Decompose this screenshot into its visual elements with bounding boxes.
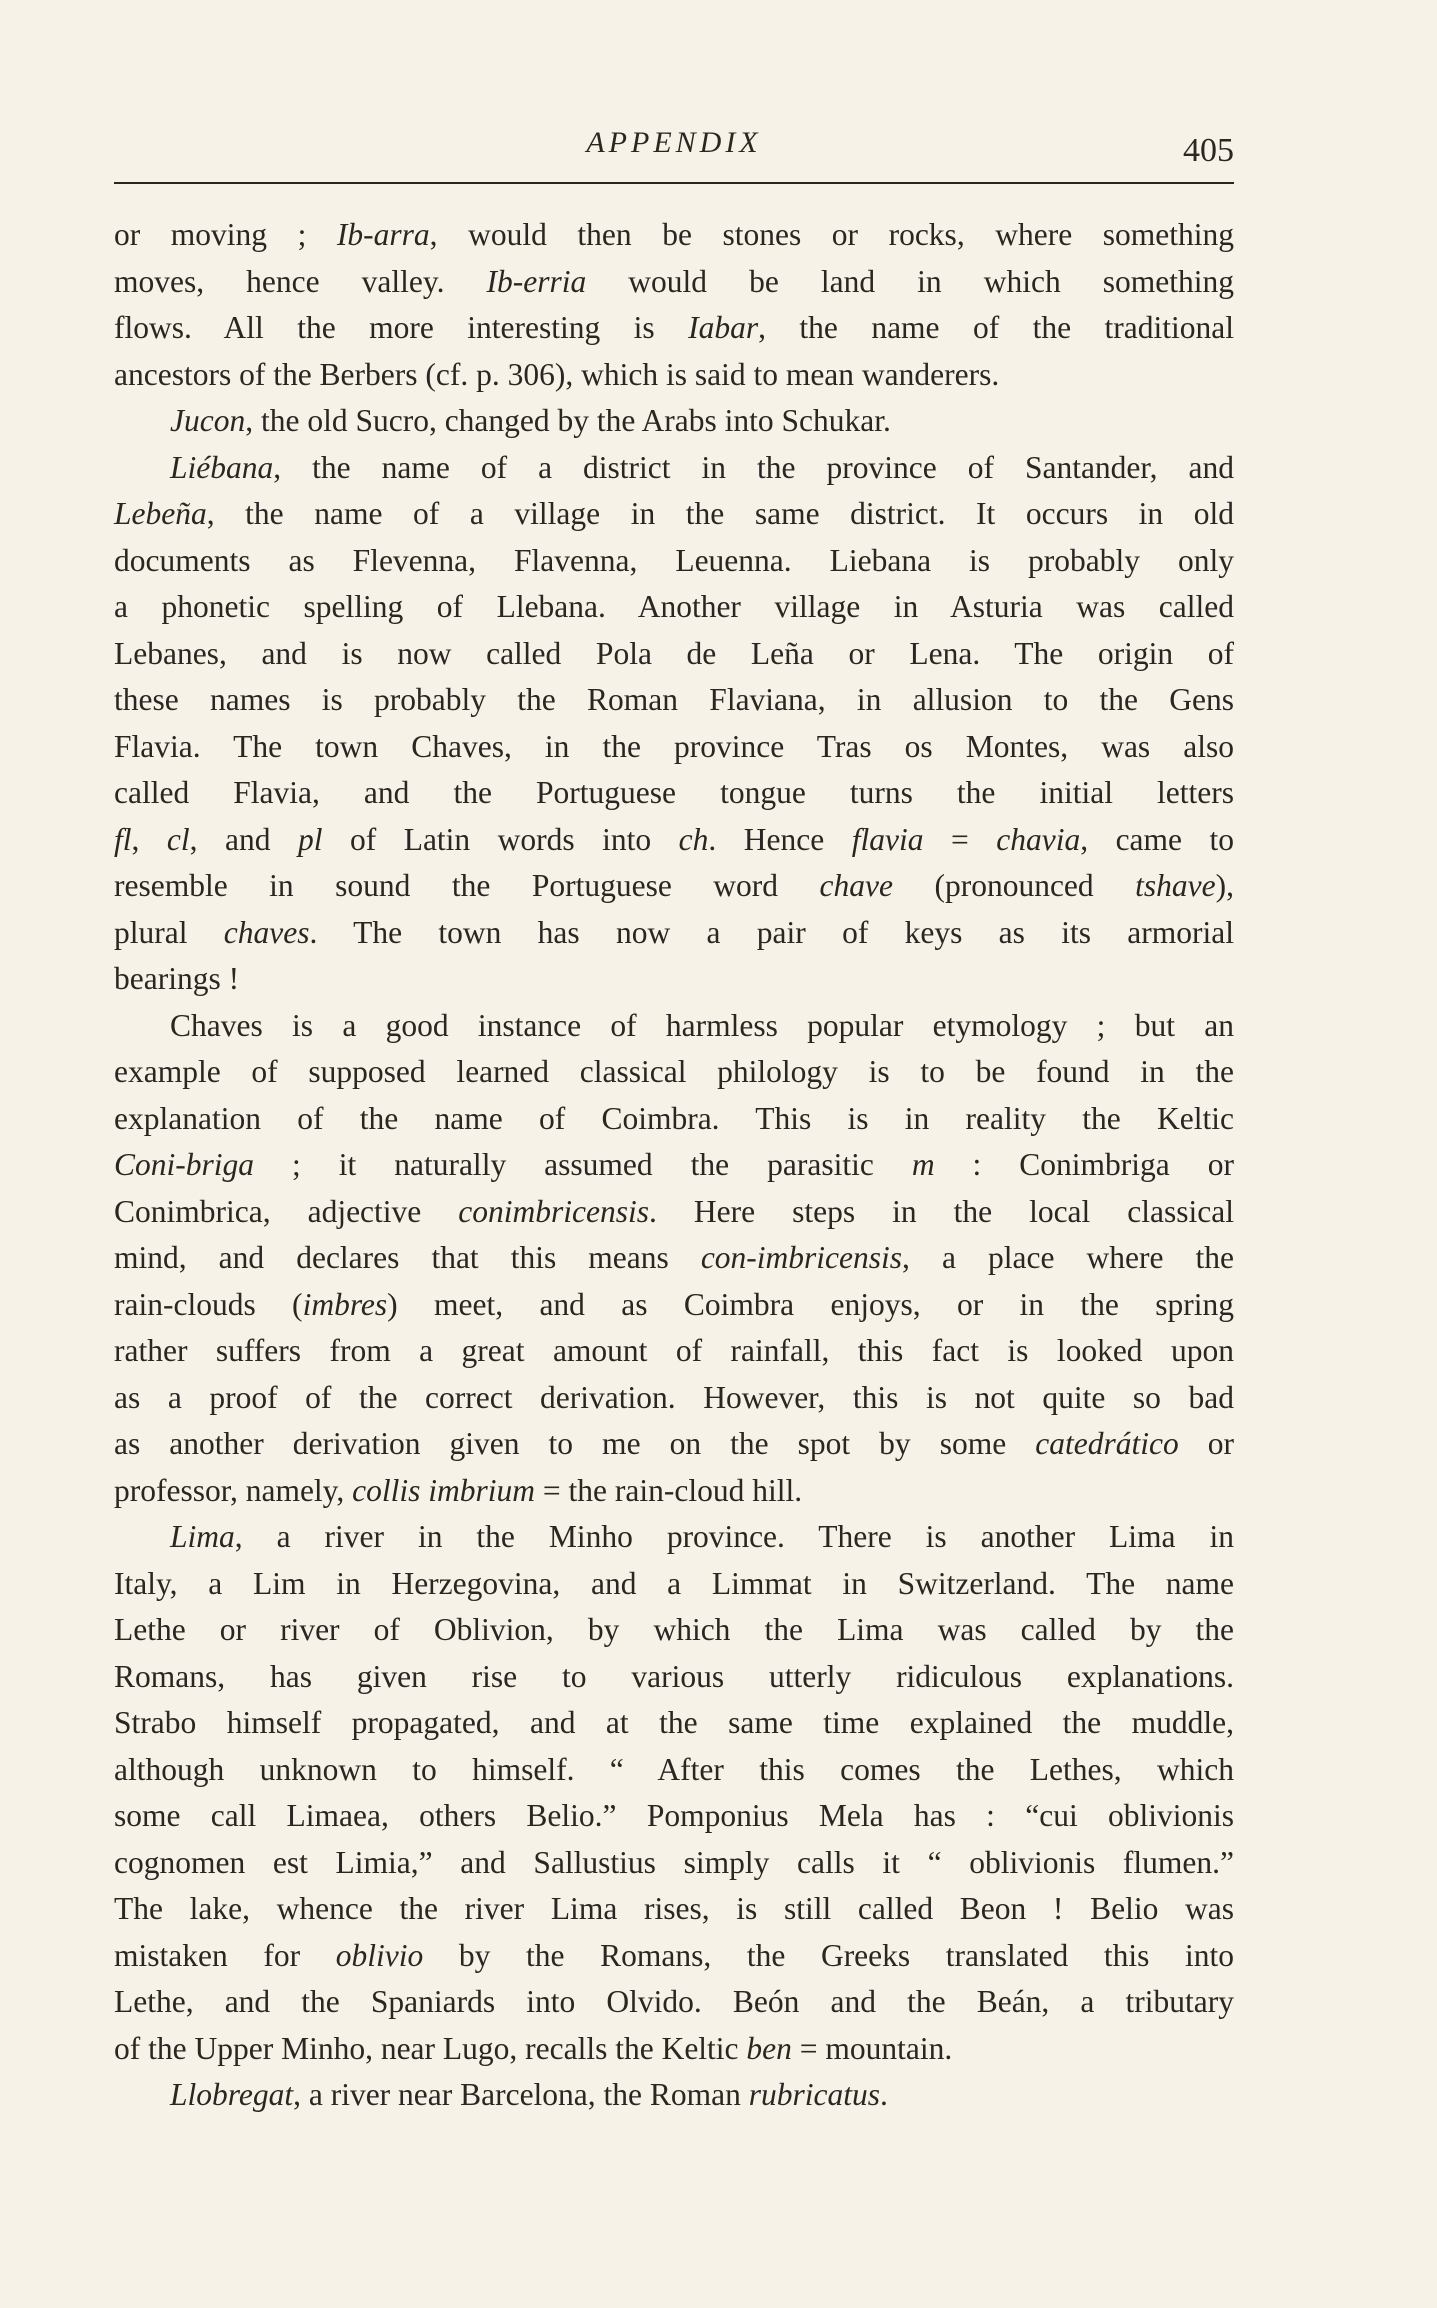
text-line bbox=[114, 1468, 1234, 1515]
text-line bbox=[114, 352, 1234, 399]
italic-text: Llobregat bbox=[170, 2077, 294, 2112]
italic-text: ch bbox=[678, 821, 709, 857]
text-segment: professor, namely, bbox=[114, 1472, 353, 1508]
italic-text: conimbricensis bbox=[458, 1193, 650, 1229]
text-segment: , came to bbox=[1080, 821, 1235, 857]
text-segment: . Hence bbox=[708, 821, 852, 857]
text-segment: mistaken for bbox=[114, 1937, 336, 1973]
text-line bbox=[114, 1142, 1234, 1189]
italic-text: catedrático bbox=[1035, 1426, 1179, 1461]
text-line bbox=[114, 1003, 1234, 1050]
italic-text: con-imbricensis bbox=[700, 1240, 903, 1275]
text-segment: . bbox=[880, 2077, 888, 2112]
text-segment: called Flavia, and the Portuguese tongue turns the initial letters bbox=[114, 775, 1234, 810]
text-segment: , the old Sucro, changed by the Arabs into Schukar. bbox=[245, 403, 891, 438]
italic-text: Lebeña bbox=[114, 496, 207, 531]
italic-text: chavia bbox=[996, 821, 1081, 857]
text-segment: = bbox=[923, 821, 997, 857]
text-segment: Lebanes, and is now called Pola de Leña or Lena. The origin of bbox=[114, 635, 1234, 671]
text-line bbox=[114, 1096, 1234, 1143]
text-line bbox=[114, 817, 1234, 864]
text-segment: Romans, has given rise to various utterly ridiculous explanations. bbox=[114, 1658, 1234, 1694]
text-segment: , the name of the traditional bbox=[758, 310, 1234, 345]
text-line bbox=[114, 1049, 1234, 1096]
text-segment: = the rain-cloud hill. bbox=[535, 1472, 803, 1508]
text-segment: rather suffers from a great amount of rainfall, this fact is looked upon bbox=[114, 1333, 1234, 1368]
text-segment: : Conimbriga or bbox=[934, 1147, 1235, 1182]
text-segment: Lethe, and the Spaniards into Olvido. Beón and the Beán, a tributary bbox=[114, 1984, 1234, 2019]
header-rule bbox=[114, 182, 1234, 184]
text-line bbox=[114, 770, 1234, 817]
italic-text: pl bbox=[297, 821, 323, 857]
italic-text: cl bbox=[166, 821, 190, 857]
text-segment: ) meet, and as Coimbra enjoys, or in the spring bbox=[387, 1286, 1234, 1322]
text-segment: explanation of the name of Coimbra. This is in reality the Keltic bbox=[114, 1100, 1234, 1136]
text-line bbox=[114, 631, 1234, 678]
text-segment: resemble in sound the Portuguese word bbox=[114, 868, 820, 903]
text-line bbox=[114, 538, 1234, 585]
text-segment: plural bbox=[114, 914, 224, 950]
text-segment: ; it naturally assumed the parasitic bbox=[254, 1147, 912, 1182]
text-line bbox=[114, 1700, 1234, 1747]
text-segment: . Here steps in the local classical bbox=[649, 1193, 1234, 1229]
text-line bbox=[114, 1886, 1234, 1933]
text-line bbox=[114, 2026, 1234, 2073]
text-segment: some call Limaea, others Belio.” Pomponius Mela has : “cui oblivionis bbox=[114, 1798, 1234, 1833]
text-segment: , the name of a village in the same district. It occurs in old bbox=[206, 496, 1234, 531]
text-line bbox=[114, 724, 1234, 771]
italic-text: chave bbox=[819, 868, 893, 903]
text-line bbox=[114, 584, 1234, 631]
text-segment: rain-clouds ( bbox=[114, 1286, 303, 1322]
text-segment: a phonetic spelling of Llebana. Another village in Asturia was called bbox=[114, 589, 1234, 624]
italic-text: tshave bbox=[1135, 868, 1216, 903]
text-line bbox=[114, 1747, 1234, 1794]
text-line bbox=[114, 259, 1234, 306]
text-segment: , a place where the bbox=[902, 1240, 1234, 1275]
text-segment: of the Upper Minho, near Lugo, recalls the Keltic bbox=[114, 2030, 747, 2066]
text-line bbox=[114, 1235, 1234, 1282]
italic-text: collis imbrium bbox=[352, 1472, 536, 1508]
text-segment: , would then be stones or rocks, where something bbox=[429, 217, 1234, 252]
text-line bbox=[114, 1933, 1234, 1980]
text-segment: , the name of a district in the province of Santander, and bbox=[273, 449, 1234, 485]
text-segment: Conimbrica, adjective bbox=[114, 1193, 459, 1229]
text-line bbox=[114, 1189, 1234, 1236]
page-number: 405 bbox=[1183, 132, 1234, 169]
page-header bbox=[114, 122, 1234, 182]
text-line bbox=[114, 445, 1234, 492]
text-line bbox=[114, 212, 1234, 259]
text-segment: ancestors of the Berbers (cf. p. 306), which is said to mean wanderers. bbox=[114, 356, 1000, 392]
italic-text: fl bbox=[114, 821, 132, 857]
text-line bbox=[114, 1607, 1234, 1654]
text-segment: (pronounced bbox=[892, 868, 1136, 903]
text-line bbox=[114, 677, 1234, 724]
italic-text: rubricatus bbox=[748, 2077, 881, 2112]
text-line bbox=[114, 1979, 1234, 2026]
text-segment: Flavia. The town Chaves, in the province Tras os Montes, was also bbox=[114, 728, 1234, 764]
text-segment: Chaves is a good instance of harmless popular etymology ; but an bbox=[170, 1007, 1234, 1043]
text-segment: . The town has now a pair of keys as its armorial bbox=[309, 914, 1234, 950]
text-line bbox=[114, 1375, 1234, 1422]
text-segment: as another derivation given to me on the spot by some bbox=[114, 1426, 1036, 1461]
text-segment: these names is probably the Roman Flaviana, in allusion to the Gens bbox=[114, 682, 1234, 717]
text-segment: , a river in the Minho province. There is another Lima in bbox=[234, 1519, 1234, 1554]
text-line bbox=[114, 1282, 1234, 1329]
text-line bbox=[114, 1793, 1234, 1840]
text-segment: Lethe or river of Oblivion, by which the Lima was called by the bbox=[114, 1612, 1234, 1647]
text-line bbox=[114, 1328, 1234, 1375]
text-segment: would be land in which something bbox=[586, 263, 1234, 299]
text-line bbox=[114, 398, 1234, 445]
text-segment: ), bbox=[1215, 868, 1234, 903]
text-segment: cognomen est Limia,” and Sallustius simply calls it “ oblivionis flumen.” bbox=[114, 1844, 1234, 1880]
text-segment: = mountain. bbox=[791, 2030, 953, 2066]
text-segment: bearings ! bbox=[114, 961, 240, 996]
italic-text: Ib-arra bbox=[336, 217, 430, 252]
text-segment: by the Romans, the Greeks translated this into bbox=[423, 1937, 1234, 1973]
text-segment: example of supposed learned classical philology is to be found in the bbox=[114, 1054, 1234, 1089]
running-title: APPENDIX bbox=[586, 126, 762, 159]
text-segment: or bbox=[1178, 1426, 1234, 1461]
italic-text: Lima bbox=[170, 1519, 235, 1554]
text-segment: or moving ; bbox=[114, 217, 337, 252]
text-line bbox=[114, 2072, 1234, 2119]
italic-text: chaves bbox=[223, 914, 310, 950]
text-segment: as a proof of the correct derivation. However, this is not quite so bad bbox=[114, 1379, 1234, 1415]
text-line bbox=[114, 491, 1234, 538]
body-text bbox=[114, 212, 1234, 2119]
italic-text: oblivio bbox=[335, 1937, 424, 1973]
italic-text: imbres bbox=[302, 1286, 388, 1322]
italic-text: flavia bbox=[851, 821, 924, 857]
text-line bbox=[114, 910, 1234, 957]
italic-text: Ib-erria bbox=[486, 263, 587, 299]
text-line bbox=[114, 1421, 1234, 1468]
text-segment: documents as Flevenna, Flavenna, Leuenna. Liebana is probably only bbox=[114, 542, 1234, 578]
text-segment: flows. All the more interesting is bbox=[114, 310, 689, 345]
italic-text: m bbox=[911, 1147, 935, 1182]
italic-text: Coni-briga bbox=[114, 1147, 255, 1182]
text-line bbox=[114, 305, 1234, 352]
text-segment: , bbox=[131, 821, 167, 857]
text-segment: moves, hence valley. bbox=[114, 263, 487, 299]
text-segment: , a river near Barcelona, the Roman bbox=[293, 2077, 749, 2112]
text-segment: mind, and declares that this means bbox=[114, 1240, 701, 1275]
text-segment: , and bbox=[189, 821, 298, 857]
text-line bbox=[114, 1514, 1234, 1561]
italic-text: Iabar bbox=[688, 310, 759, 345]
text-segment: of Latin words into bbox=[322, 821, 679, 857]
text-line bbox=[114, 956, 1234, 1003]
text-line bbox=[114, 863, 1234, 910]
text-segment: The lake, whence the river Lima rises, is still called Beon ! Belio was bbox=[114, 1891, 1234, 1926]
text-line bbox=[114, 1561, 1234, 1608]
italic-text: ben bbox=[746, 2030, 792, 2066]
text-segment: Strabo himself propagated, and at the same time explained the muddle, bbox=[114, 1705, 1234, 1740]
text-segment: although unknown to himself. “ After this comes the Lethes, which bbox=[114, 1751, 1234, 1787]
text-segment: Italy, a Lim in Herzegovina, and a Limmat in Switzerland. The name bbox=[114, 1565, 1234, 1601]
text-line bbox=[114, 1840, 1234, 1887]
text-line bbox=[114, 1654, 1234, 1701]
italic-text: Jucon bbox=[170, 403, 246, 438]
italic-text: Liébana bbox=[170, 449, 274, 485]
